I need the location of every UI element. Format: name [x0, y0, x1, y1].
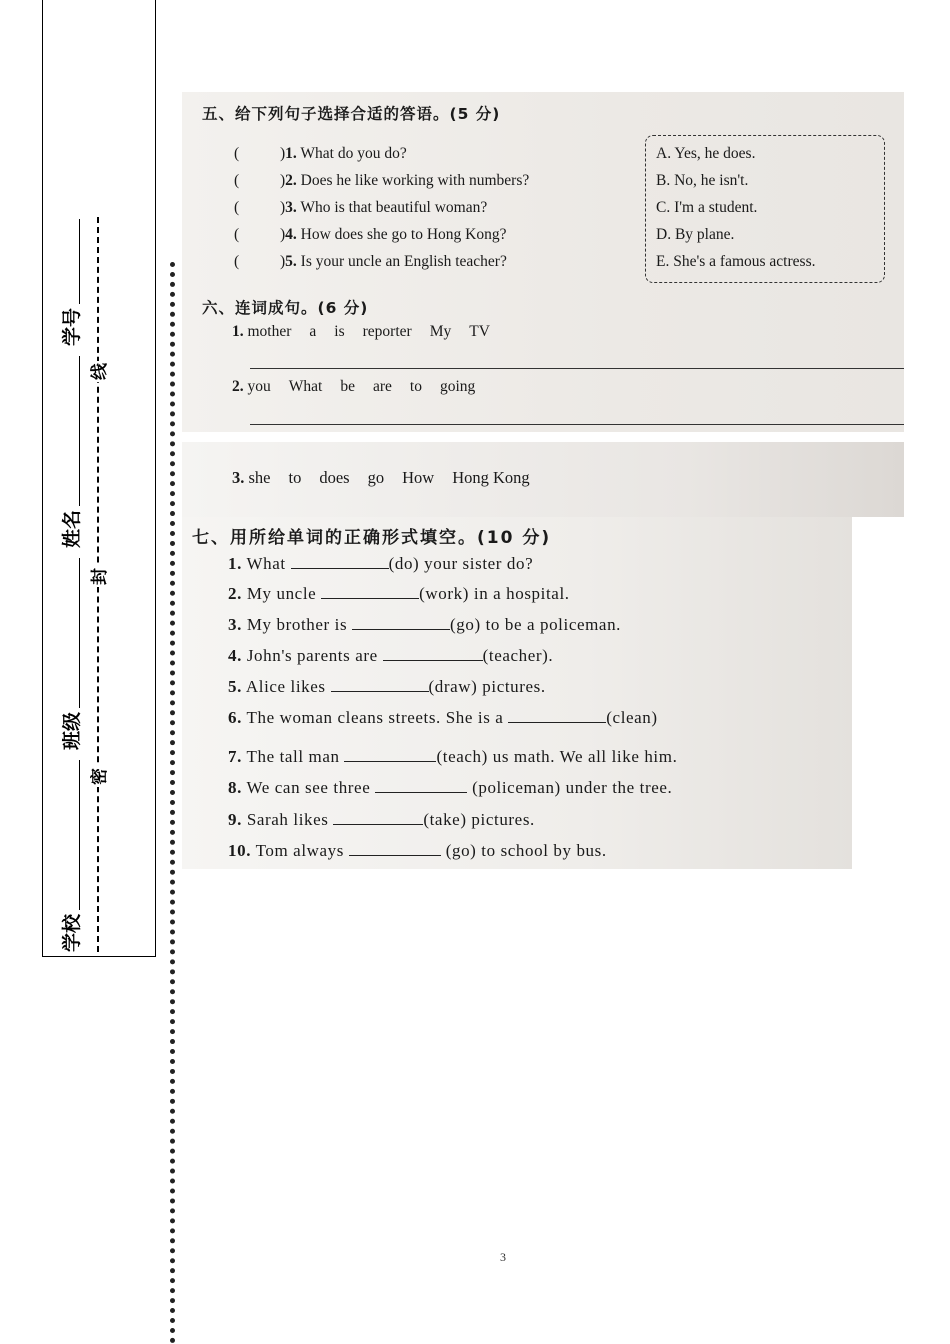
fill-item: 9. Sarah likes (take) pictures. — [228, 810, 535, 829]
answer-options-box — [645, 135, 885, 283]
answer-option: B. No, he isn't. — [656, 172, 749, 189]
fill-item: 2. My uncle (work) in a hospital. — [228, 584, 570, 603]
question-row: ( )4. How does she go to Hong Kong? — [234, 226, 507, 243]
section5-title: 五、给下列句子选择合适的答语。(5 分) — [202, 105, 501, 123]
id-label: 学号 — [61, 307, 83, 346]
blank-field[interactable] — [352, 615, 450, 630]
seal-line — [85, 217, 111, 952]
reorder-item: 1. mother a is reporter My TV — [232, 323, 490, 340]
school-underline — [79, 760, 80, 910]
class-underline — [79, 558, 80, 708]
blank-field[interactable] — [349, 841, 441, 856]
page-number: 3 — [500, 1250, 506, 1264]
reorder-item: 2. you What be are to going — [232, 378, 476, 395]
blank-field[interactable] — [331, 677, 429, 692]
class-label: 班级 — [61, 711, 83, 750]
question-row: ( )2. Does he like working with numbers? — [234, 172, 530, 189]
fill-item: 6. The woman cleans streets. She is a (clean) — [228, 708, 658, 727]
reorder-item: 3. she to does go How Hong Kong — [232, 468, 530, 487]
blank-field[interactable] — [321, 584, 419, 599]
question-row: ( )3. Who is that beautiful woman? — [234, 199, 488, 216]
fill-item: 7. The tall man (teach) us math. We all like him. — [228, 747, 678, 766]
blank-field[interactable] — [333, 810, 423, 825]
binding-fields — [57, 217, 85, 952]
fill-item: 3. My brother is (go) to be a policeman. — [228, 615, 622, 634]
blank-field[interactable] — [375, 778, 467, 793]
question-row: ( )5. Is your uncle an English teacher? — [234, 253, 507, 270]
name-label: 姓名 — [61, 509, 83, 548]
fill-item: 4. John's parents are (teacher). — [228, 646, 554, 665]
school-label: 学校 — [61, 913, 83, 952]
section7-title: 七、用所给单词的正确形式填空。(10 分) — [192, 528, 552, 548]
id-underline — [79, 219, 80, 304]
blank-field[interactable] — [344, 747, 436, 762]
blank-field[interactable] — [383, 646, 483, 661]
answer-option: C. I'm a student. — [656, 199, 758, 216]
fill-item: 1. What (do) your sister do? — [228, 554, 534, 573]
answer-option: A. Yes, he does. — [656, 145, 756, 162]
answer-line[interactable] — [250, 368, 904, 369]
fill-item: 8. We can see three (policeman) under the tree. — [228, 778, 673, 797]
fill-item: 5. Alice likes (draw) pictures. — [228, 677, 546, 696]
answer-line[interactable] — [250, 424, 904, 425]
seal-feng: 封 — [85, 566, 110, 587]
blank-field[interactable] — [291, 554, 389, 569]
blank-field[interactable] — [508, 708, 606, 723]
section6-title: 六、连词成句。(6 分) — [202, 299, 369, 317]
question-row: ( )1. What do you do? — [234, 145, 407, 162]
binding-dotted-line — [170, 262, 175, 1344]
fill-item: 10. Tom always (go) to school by bus. — [228, 841, 607, 860]
seal-mi: 密 — [85, 766, 110, 787]
name-underline — [79, 356, 80, 506]
binding-info — [57, 217, 117, 952]
seal-xian: 线 — [85, 361, 110, 382]
answer-option: D. By plane. — [656, 226, 735, 243]
answer-option: E. She's a famous actress. — [656, 253, 816, 270]
